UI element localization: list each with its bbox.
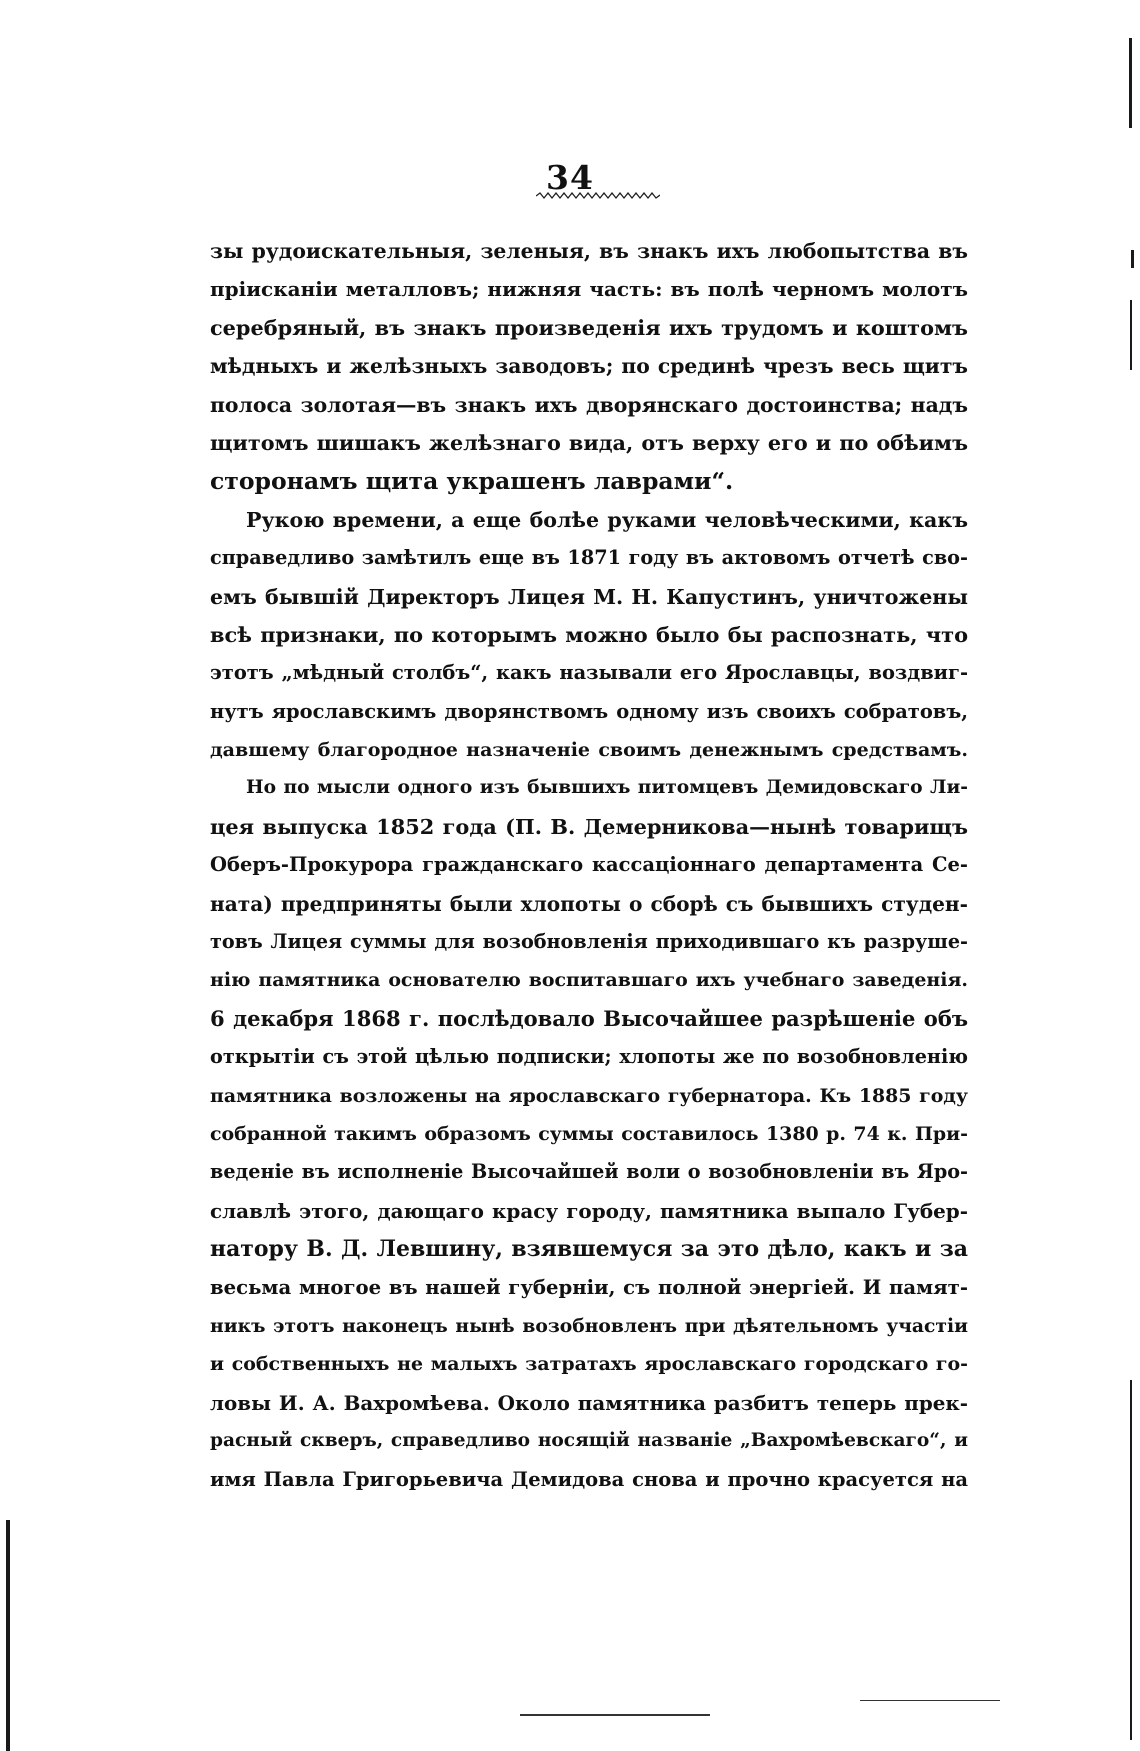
text-line: емъ бывшій Директоръ Лицея М. Н. Капустинъ, уничтожены [210, 584, 968, 609]
text-line: нутъ ярославскимъ дворянствомъ одному изъ своихъ собратовъ, [210, 699, 968, 723]
text-line: цея выпуска 1852 года (П. В. Демерникова—нынѣ товарищъ [210, 813, 968, 839]
text-line: веденіе въ исполненіе Высочайшей воли о возобновленіи въ Яро- [210, 1160, 968, 1184]
text-line: Но по мысли одного изъ бывшихъ питомцевъ Демидовскаго Ли- [246, 777, 968, 799]
text-line: зы рудоискательныя, зеленыя, въ знакъ ихъ любопытства въ [210, 239, 968, 263]
text-line: Рукою времени, а еще болѣе руками человѣческими, какъ [246, 507, 968, 532]
text-line: полоса золотая—въ знакъ ихъ дворянскаго достоинства; надъ [210, 392, 968, 417]
text-line: мѣдныхъ и желѣзныхъ заводовъ; по срединѣ чрезъ весь щитъ [210, 354, 968, 379]
text-line: серебряный, въ знакъ произведенія ихъ трудомъ и коштомъ [210, 314, 968, 340]
paragraph [210, 232, 968, 501]
text-line: ловы И. А. Вахромѣева. Около памятника разбитъ теперь прек- [210, 1390, 968, 1415]
bottom-rule [860, 1700, 1000, 1701]
text-line: нію памятника основателю воспитавшаго ихъ учебнаго заведенія. [210, 969, 968, 992]
paragraph [210, 501, 968, 770]
text-line: никъ этотъ наконецъ нынѣ возобновленъ при дѣятельномъ участіи [210, 1314, 968, 1337]
text-line: расный скверъ, справедливо носящій названіе „Вахромѣевскаго“, и [210, 1430, 968, 1452]
text-line: щитомъ шишакъ желѣзнаго вида, отъ верху его и по обѣимъ [210, 430, 968, 455]
body-text [210, 232, 968, 1499]
page-number: 34 [546, 158, 594, 197]
text-line: Оберъ-Прокурора гражданскаго кассаціоннаго департамента Се- [210, 853, 968, 877]
scan-edge-mark [6, 1520, 10, 1751]
text-line: ната) предприняты были хлопоты о сборѣ съ бывшихъ студен- [210, 891, 968, 916]
text-line: справедливо замѣтилъ еще въ 1871 году въ актовомъ отчетѣ сво- [210, 546, 968, 570]
page-number-ornament [536, 192, 660, 200]
text-line: открытіи съ этой цѣлью подписки; хлопоты же по возобновленію [210, 1045, 968, 1069]
text-line: имя Павла Григорьевича Демидова снова и прочно красуется на [210, 1467, 968, 1491]
text-line: товъ Лицея суммы для возобновленія приходившаго къ разруше- [210, 930, 968, 954]
scan-edge-mark [1130, 1380, 1132, 1740]
text-line: всѣ признаки, по которымъ можно было бы распознать, что [210, 621, 968, 647]
text-line: давшему благородное назначеніе своимъ денежнымъ средствамъ. [210, 739, 968, 762]
text-line: памятника возложены на ярославскаго губернатора. Къ 1885 году [210, 1084, 968, 1107]
text-line: сторонамъ щита украшенъ лаврами“. [210, 467, 734, 496]
text-line: пріисканіи металловъ; нижняя часть: въ полѣ черномъ молотъ [210, 277, 968, 302]
text-line: этотъ „мѣдный столбъ“, какъ называли его Ярославцы, воздвиг- [210, 661, 968, 685]
text-line: славлѣ этого, дающаго красу городу, памятника выпало Губер- [210, 1198, 968, 1223]
scan-edge-mark [1130, 300, 1132, 370]
text-line: 6 декабря 1868 г. послѣдовало Высочайшее разрѣшеніе объ [210, 1005, 968, 1031]
paragraph [210, 769, 968, 1498]
text-line: собранной такимъ образомъ суммы составилось 1380 р. 74 к. При- [210, 1122, 968, 1145]
text-line: весьма многое въ нашей губерніи, съ полной энергіей. И памят- [210, 1275, 968, 1299]
scan-edge-mark [1129, 38, 1132, 128]
bottom-rule [520, 1714, 710, 1716]
text-line: натору В. Д. Левшину, взявшемуся за это дѣло, какъ и за [210, 1236, 968, 1263]
scan-edge-mark [1131, 250, 1134, 268]
text-line: и собственныхъ не малыхъ затратахъ ярославскаго городскаго го- [210, 1353, 968, 1376]
